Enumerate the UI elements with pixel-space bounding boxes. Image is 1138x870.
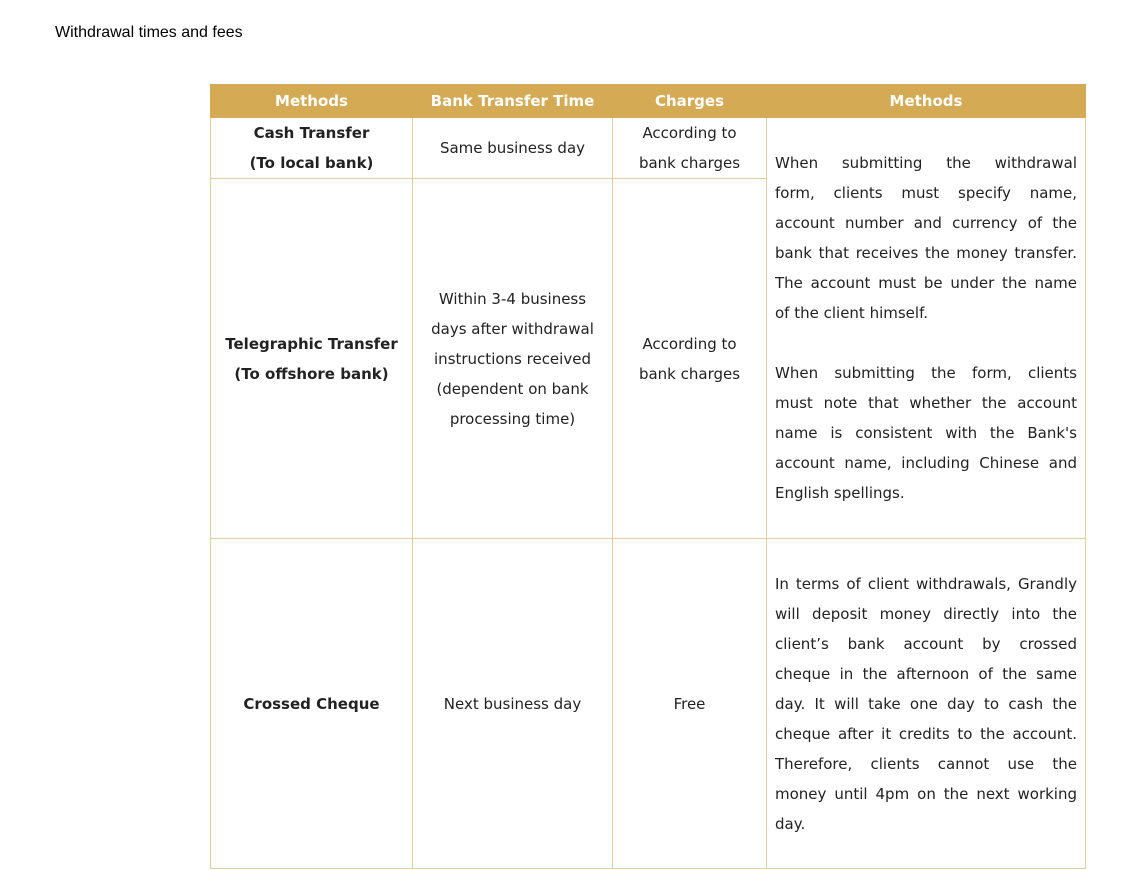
time-line: Same business day xyxy=(439,139,586,157)
page-title: Withdrawal times and fees xyxy=(55,24,243,41)
charges-cell xyxy=(613,118,767,179)
withdrawal-table xyxy=(210,84,1086,869)
table-header-row xyxy=(211,85,1086,118)
time-line: (dependent on bank xyxy=(436,379,589,398)
method-cell xyxy=(211,118,413,179)
method-line: Telegraphic Transfer xyxy=(225,334,398,353)
method-cell xyxy=(211,179,413,539)
charges-cell xyxy=(613,179,767,539)
time-line: Within 3-4 business xyxy=(438,289,587,308)
time-cell xyxy=(413,118,613,179)
time-line: Next business day xyxy=(443,694,582,713)
note-line: When submitting the withdrawal xyxy=(775,154,1077,172)
note-line: In terms of client withdrawals, Grandly xyxy=(775,574,1077,593)
time-cell xyxy=(413,539,613,869)
cheque-notes-cell xyxy=(767,539,1086,869)
charges-line: Free xyxy=(673,694,706,713)
note-line: The account must be under the name xyxy=(775,274,1077,292)
note-line: account number and currency of the xyxy=(775,214,1077,232)
charges-line: According to xyxy=(642,124,737,142)
time-line: days after withdrawal xyxy=(431,319,594,338)
method-line: (To local bank) xyxy=(249,154,374,172)
method-cell xyxy=(211,539,413,869)
note-line: Therefore, clients cannot use the xyxy=(775,754,1077,773)
note-line: money until 4pm on the next working xyxy=(775,784,1077,803)
note-line: bank that receives the money transfer. xyxy=(775,244,1077,262)
note-line: name is consistent with the Bank's xyxy=(775,424,1077,442)
header-charges: Charges xyxy=(613,85,767,118)
time-cell xyxy=(413,179,613,539)
note-line: form, clients must specify name, xyxy=(775,184,1077,202)
note-line: cheque after it credits to the account. xyxy=(775,724,1077,743)
note-line: will deposit money directly into the xyxy=(775,604,1077,623)
method-line: Cash Transfer xyxy=(253,124,370,142)
method-line: (To offshore bank) xyxy=(234,364,389,383)
method-line: Crossed Cheque xyxy=(243,694,380,713)
note-line: cheque in the afternoon of the same xyxy=(775,664,1077,683)
note-line: client’s bank account by crossed xyxy=(775,634,1077,653)
note-line: When submitting the form, clients xyxy=(775,364,1077,382)
note-line: must note that whether the account xyxy=(775,394,1077,412)
time-line: processing time) xyxy=(449,409,576,428)
transfer-notes-cell xyxy=(767,118,1086,539)
header-bank-transfer-time: Bank Transfer Time xyxy=(413,85,613,118)
header-methods: Methods xyxy=(211,85,413,118)
table-row xyxy=(211,539,1086,869)
note-line: of the client himself. xyxy=(775,304,929,322)
charges-line: According to xyxy=(642,334,737,353)
charges-line: bank charges xyxy=(638,364,741,383)
table-row xyxy=(211,118,1086,179)
paragraph-gap xyxy=(775,328,1077,358)
charges-line: bank charges xyxy=(638,154,741,172)
header-methods-notes: Methods xyxy=(767,85,1086,118)
note-line: day. It will take one day to cash the xyxy=(775,694,1077,713)
time-line: instructions received xyxy=(434,349,591,368)
note-line: English spellings. xyxy=(775,484,905,502)
note-line: account name, including Chinese and xyxy=(775,454,1077,472)
note-line: day. xyxy=(775,814,806,833)
charges-cell xyxy=(613,539,767,869)
